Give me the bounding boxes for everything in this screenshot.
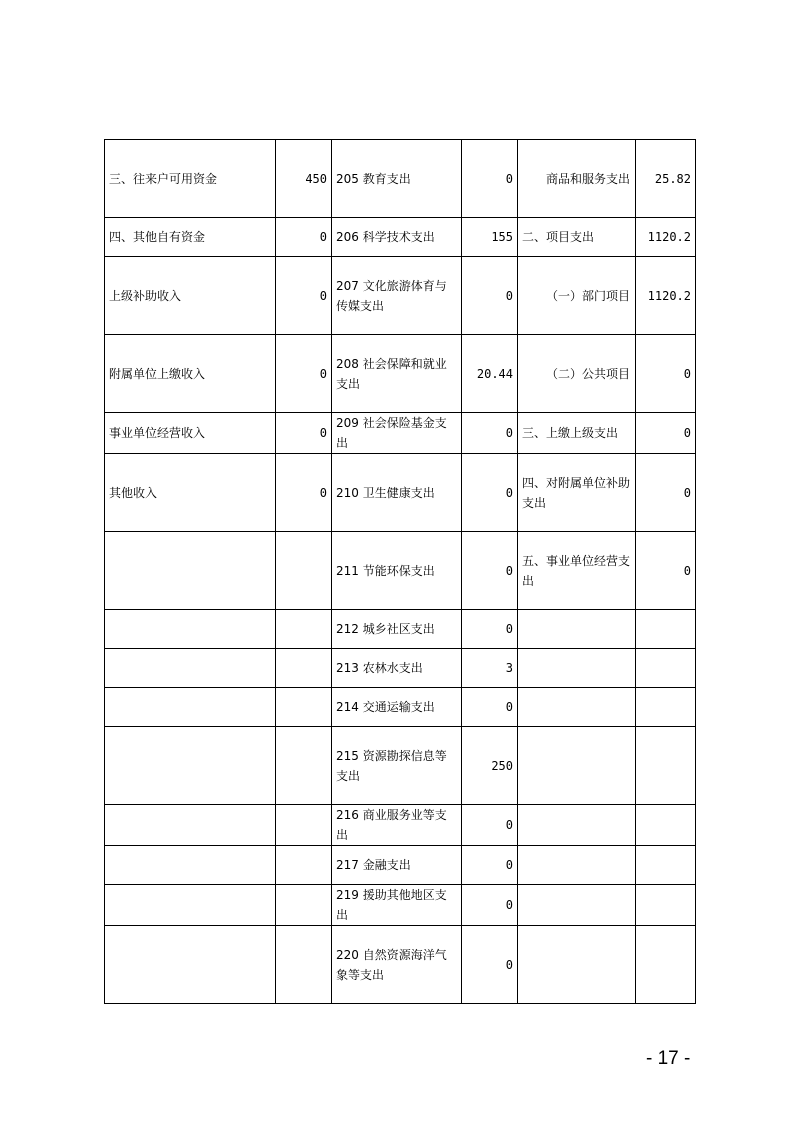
expense-function-amount-cell: 0	[462, 257, 518, 335]
expense-economic-cell	[518, 926, 636, 1004]
income-item-cell: 四、其他自有资金	[105, 218, 276, 257]
expense-economic-cell	[518, 846, 636, 885]
expense-economic-cell: 商品和服务支出	[518, 140, 636, 218]
table-row	[105, 610, 696, 649]
expense-economic-amount-cell: 1120.2	[636, 218, 696, 257]
expense-economic-amount-cell	[636, 805, 696, 846]
income-item-cell: 三、往来户可用资金	[105, 140, 276, 218]
income-amount-cell	[276, 727, 332, 805]
income-amount-cell: 0	[276, 335, 332, 413]
expense-function-cell: 209 社会保险基金支出	[332, 413, 462, 454]
income-item-cell	[105, 846, 276, 885]
expense-function-amount-cell: 0	[462, 413, 518, 454]
expense-economic-cell	[518, 727, 636, 805]
expense-economic-cell: 四、对附属单位补助支出	[518, 454, 636, 532]
table-row	[105, 649, 696, 688]
table-row	[105, 140, 696, 218]
table-row	[105, 454, 696, 532]
expense-economic-amount-cell: 0	[636, 335, 696, 413]
expense-function-cell: 219 援助其他地区支出	[332, 885, 462, 926]
table-row	[105, 688, 696, 727]
income-amount-cell	[276, 846, 332, 885]
expense-function-cell: 213 农林水支出	[332, 649, 462, 688]
expense-economic-amount-cell: 0	[636, 532, 696, 610]
income-amount-cell	[276, 885, 332, 926]
income-item-cell	[105, 649, 276, 688]
income-item-cell	[105, 805, 276, 846]
income-item-cell: 其他收入	[105, 454, 276, 532]
page-number: - 17 -	[646, 1048, 691, 1069]
income-item-cell: 附属单位上缴收入	[105, 335, 276, 413]
income-item-cell: 上级补助收入	[105, 257, 276, 335]
income-amount-cell: 0	[276, 218, 332, 257]
expense-economic-cell	[518, 649, 636, 688]
expense-function-cell: 216 商业服务业等支出	[332, 805, 462, 846]
expense-function-amount-cell: 0	[462, 688, 518, 727]
expense-function-cell: 205 教育支出	[332, 140, 462, 218]
table-row	[105, 257, 696, 335]
income-item-cell	[105, 610, 276, 649]
expense-economic-amount-cell	[636, 610, 696, 649]
expense-function-cell: 214 交通运输支出	[332, 688, 462, 727]
table-row	[105, 532, 696, 610]
expense-economic-cell: 二、项目支出	[518, 218, 636, 257]
expense-economic-cell	[518, 805, 636, 846]
table-row	[105, 885, 696, 926]
expense-function-cell: 208 社会保障和就业支出	[332, 335, 462, 413]
income-amount-cell: 0	[276, 413, 332, 454]
table-row	[105, 413, 696, 454]
income-amount-cell	[276, 688, 332, 727]
income-amount-cell: 0	[276, 257, 332, 335]
expense-function-cell: 206 科学技术支出	[332, 218, 462, 257]
table-row	[105, 218, 696, 257]
expense-function-amount-cell: 3	[462, 649, 518, 688]
expense-function-cell: 212 城乡社区支出	[332, 610, 462, 649]
expense-economic-cell	[518, 885, 636, 926]
income-item-cell	[105, 532, 276, 610]
expense-economic-amount-cell	[636, 727, 696, 805]
expense-economic-amount-cell: 0	[636, 454, 696, 532]
expense-function-amount-cell: 0	[462, 610, 518, 649]
income-item-cell	[105, 688, 276, 727]
table-row	[105, 926, 696, 1004]
expense-economic-cell	[518, 610, 636, 649]
income-amount-cell: 450	[276, 140, 332, 218]
table-row	[105, 805, 696, 846]
expense-function-amount-cell: 0	[462, 532, 518, 610]
income-item-cell: 事业单位经营收入	[105, 413, 276, 454]
expense-function-amount-cell: 0	[462, 846, 518, 885]
table-row	[105, 335, 696, 413]
expense-function-amount-cell: 0	[462, 454, 518, 532]
income-amount-cell	[276, 805, 332, 846]
expense-function-cell: 220 自然资源海洋气象等支出	[332, 926, 462, 1004]
expense-function-cell: 210 卫生健康支出	[332, 454, 462, 532]
income-amount-cell: 0	[276, 454, 332, 532]
expense-economic-cell: （二）公共项目	[518, 335, 636, 413]
expense-function-amount-cell: 0	[462, 885, 518, 926]
expense-function-cell: 211 节能环保支出	[332, 532, 462, 610]
expense-economic-amount-cell	[636, 846, 696, 885]
expense-economic-amount-cell: 1120.2	[636, 257, 696, 335]
expense-function-amount-cell: 0	[462, 140, 518, 218]
expense-function-amount-cell: 0	[462, 926, 518, 1004]
expense-economic-amount-cell	[636, 688, 696, 727]
expense-function-cell: 217 金融支出	[332, 846, 462, 885]
expense-economic-cell: （一）部门项目	[518, 257, 636, 335]
expense-economic-amount-cell	[636, 885, 696, 926]
expense-function-cell: 215 资源勘探信息等支出	[332, 727, 462, 805]
expense-function-cell: 207 文化旅游体育与传媒支出	[332, 257, 462, 335]
income-amount-cell	[276, 649, 332, 688]
expense-economic-amount-cell	[636, 926, 696, 1004]
expense-economic-amount-cell	[636, 649, 696, 688]
income-amount-cell	[276, 926, 332, 1004]
income-amount-cell	[276, 610, 332, 649]
table-row	[105, 846, 696, 885]
expense-economic-amount-cell: 0	[636, 413, 696, 454]
table-row	[105, 727, 696, 805]
expense-function-amount-cell: 155	[462, 218, 518, 257]
expense-economic-cell	[518, 688, 636, 727]
expense-economic-cell: 三、上缴上级支出	[518, 413, 636, 454]
expense-function-amount-cell: 0	[462, 805, 518, 846]
budget-table	[104, 139, 696, 1004]
income-item-cell	[105, 885, 276, 926]
expense-function-amount-cell: 250	[462, 727, 518, 805]
income-amount-cell	[276, 532, 332, 610]
income-item-cell	[105, 727, 276, 805]
expense-function-amount-cell: 20.44	[462, 335, 518, 413]
expense-economic-amount-cell: 25.82	[636, 140, 696, 218]
expense-economic-cell: 五、事业单位经营支出	[518, 532, 636, 610]
income-item-cell	[105, 926, 276, 1004]
